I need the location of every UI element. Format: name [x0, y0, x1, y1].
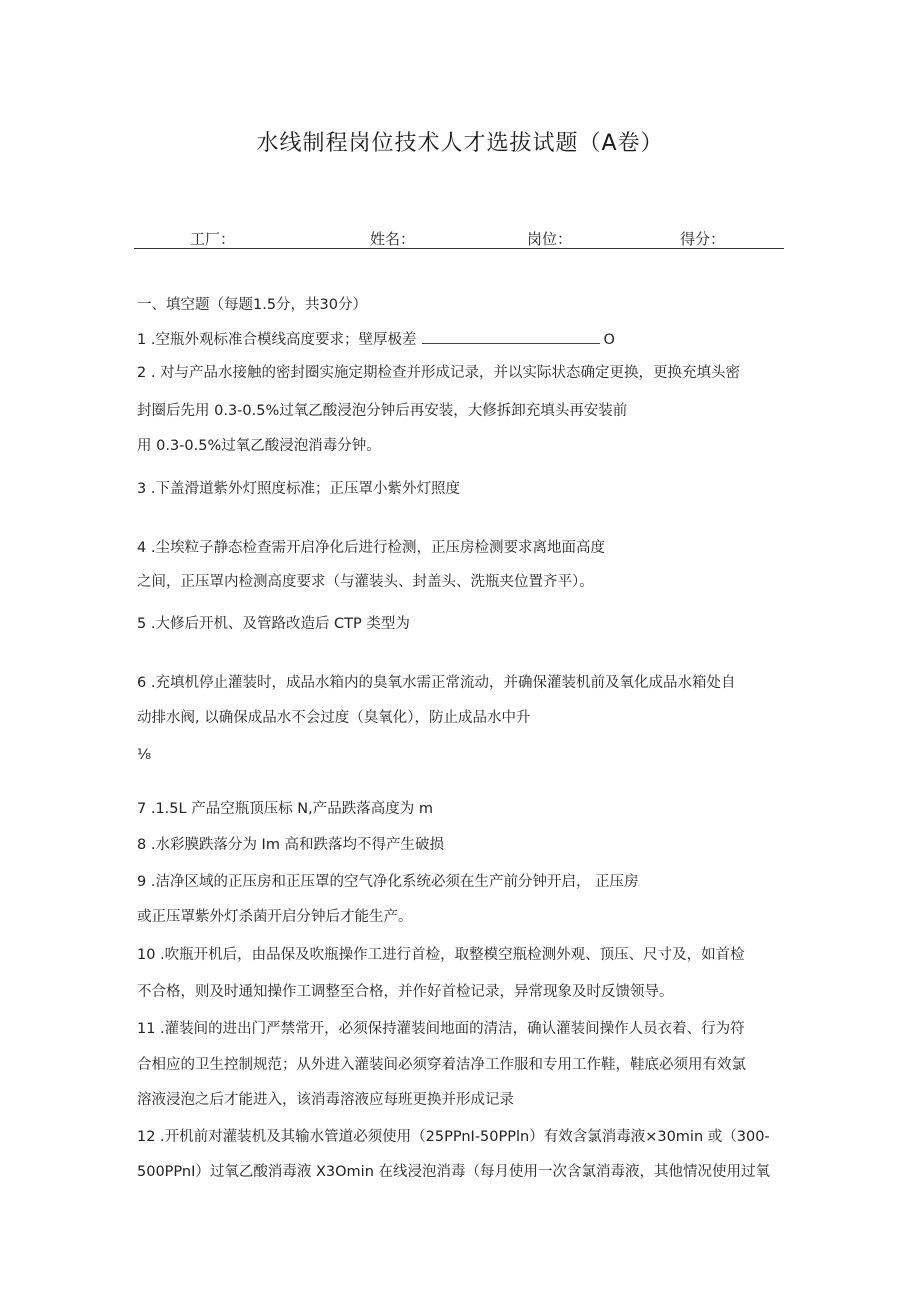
question-6-line-1: 6 .充填机停止灌装时，成品水箱内的臭氧水需正常流动，并确保灌装机前及氧化成品水箱处自	[137, 675, 736, 691]
question-11-line-2: 合相应的卫生控制规范；从外进入灌装间必须穿着洁净工作服和专用工作鞋，鞋底必须用有效氯	[137, 1057, 746, 1073]
name-label: 姓名：	[370, 230, 416, 248]
question-2-line-3: 用 0.3-0.5%过氧乙酸浸泡消毒分钟。	[137, 438, 381, 454]
question-1-tail: O	[603, 332, 615, 348]
factory-label: 工厂：	[190, 230, 236, 248]
post-label: 岗位：	[527, 230, 573, 248]
question-12-line-1: 12 .开机前对灌装机及其输水管道必须使用（25PPnI-50PPln）有效含氯消毒液×30min 或（300-	[137, 1129, 770, 1145]
question-10-line-2: 不合格，则及时通知操作工调整至合格，并作好首检记录，异常现象及时反馈领导。	[137, 984, 674, 1000]
question-4-line-1: 4 .尘埃粒子静态检查需开启净化后进行检测，正压房检测要求离地面高度	[137, 540, 605, 556]
question-8: 8 .水彩膜跌落分为 Im 高和跌落均不得产生破损	[137, 837, 445, 853]
score-label: 得分：	[680, 230, 726, 248]
question-6-line-3: ⅛	[137, 747, 152, 763]
question-2-line-2: 封圈后先用 0.3-0.5%过氧乙酸浸泡分钟后再安装，大修拆卸充填头再安装前	[137, 403, 628, 419]
page-title: 水线制程岗位技术人才选拔试题（A卷）	[256, 131, 664, 156]
question-10-line-1: 10 .吹瓶开机后，由品保及吹瓶操作工进行首检，取整模空瓶检测外观、顶压、尺寸及，如首检	[137, 947, 745, 963]
question-4-line-2: 之间，正压罩内检测高度要求（与灌装头、封盖头、洗瓶夹位置齐平）。	[137, 574, 594, 590]
question-12-line-2: 500PPnI）过氧乙酸消毒液 X3Omin 在线浸泡消毒（每月使用一次含氯消毒液，其他情况使用过氧	[137, 1164, 771, 1180]
question-1-text: 1 .空瓶外观标准合模线高度要求；壁厚极差	[137, 332, 417, 348]
question-6-line-2: 动排水阀, 以确保成品水不会过度（臭氧化），防止成品水中升	[137, 710, 531, 726]
section-heading: 一、填空题（每题1.5分，共30分）	[137, 297, 368, 313]
header-divider	[134, 248, 784, 249]
question-3: 3 .下盖滑道紫外灯照度标准；正压罩小紫外灯照度	[137, 481, 460, 497]
question-11-line-3: 溶液浸泡之后才能进入，该消毒溶液应每班更换并形成记录	[137, 1092, 514, 1108]
question-1	[137, 328, 615, 349]
question-11-line-1: 11 .灌装间的进出门严禁常开，必须保持灌装间地面的清洁，确认灌装间操作人员衣着、行为符	[137, 1021, 745, 1037]
question-9-line-1: 9 .洁净区域的正压房和正压罩的空气净化系统必须在生产前分钟开启， 正压房	[137, 874, 639, 890]
question-5: 5 .大修后开机、及管路改造后 CTP 类型为	[137, 616, 410, 632]
answer-blank	[422, 329, 600, 344]
question-7: 7 .1.5L 产品空瓶顶压标 N,产品跌落高度为 m	[137, 801, 433, 817]
question-9-line-2: 或正压罩紫外灯杀菌开启分钟后才能生产。	[137, 909, 413, 925]
question-2-line-1: 2 . 对与产品水接触的密封圈实施定期检查并形成记录，并以实际状态确定更换，更换充填头密	[137, 365, 741, 381]
